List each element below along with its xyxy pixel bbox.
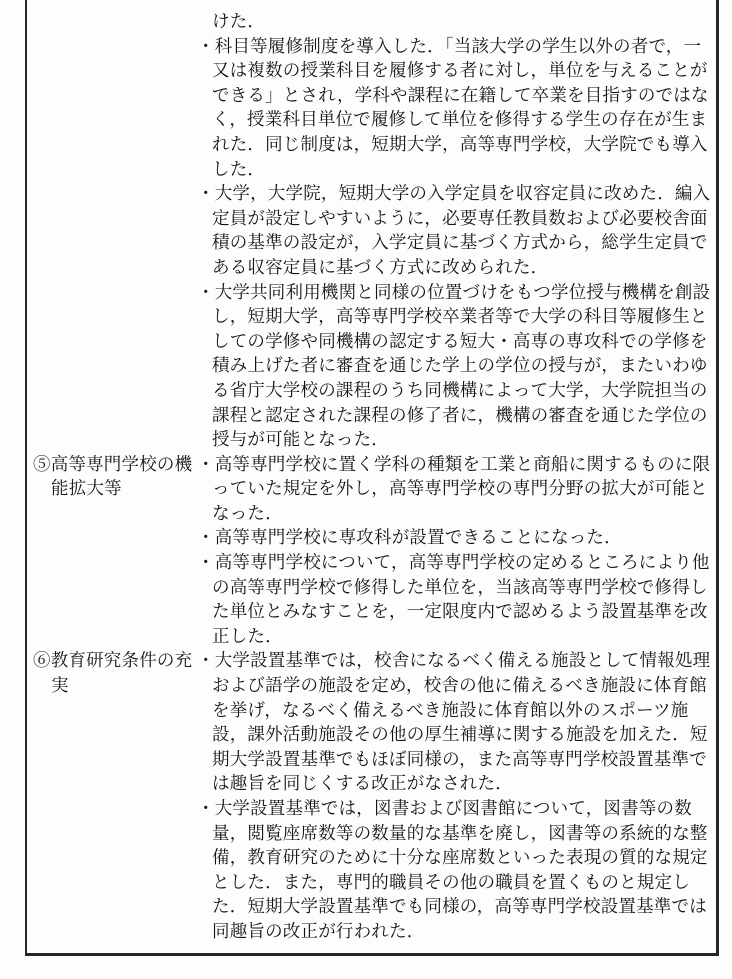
section-label: ⑥教育研究条件の充 [33,650,193,671]
row-text: れた．同じ制度は，短期大学，高等専門学校，大学院でも導入 [212,133,708,154]
row-text: 量，閲覧座席数等の数量的な基準を廃し，図書等の系統的な整 [212,822,708,843]
row-text: 積み上げた者に審査を通じた学上の学位の授与が，またいわゆ [212,355,708,376]
section-label [33,845,197,870]
row-text: っていた規定を外し，高等専門学校の専門分野の拡大が可能と [212,478,708,499]
section-label [33,771,197,796]
table-row [33,550,715,575]
row-text: く，授業科目単位で履修して単位を修得する学生の存在が生ま [212,109,708,130]
table-row [33,722,715,747]
table-row [33,894,715,919]
section-label [33,181,197,206]
row-text: ・科目等履修制度を導入した．「当該大学の学生以外の者で，一 [197,35,702,56]
section-label [33,83,197,108]
row-text: ・大学，大学院，短期大学の入学定員を収容定員に改めた．編入 [197,183,711,204]
section-label [33,132,197,157]
section-label [33,722,197,747]
section-label [33,870,197,895]
row-text: および語学の施設を定め，校舎の他に備えるべき施設に体育館 [212,675,707,696]
table-row [33,476,715,501]
section-label [33,427,197,452]
table-row [33,132,715,157]
table-border-left [25,0,27,956]
table-row [33,280,715,305]
row-text: ・大学設置基準では，校舎になるべく備える施設として情報処理 [197,650,711,671]
table-row [33,771,715,796]
table-rows-container [33,9,715,944]
row-text: し，短期大学，高等専門学校卒業者等で大学の科目等履修生と [212,306,708,327]
section-label [33,206,197,231]
section-label [33,58,197,83]
table-row [33,9,715,34]
section-label [33,747,197,772]
table-row [33,501,715,526]
row-text: 課程と認定された課程の修了者に，機構の審査を通じた学位の [212,404,708,425]
table-row [33,353,715,378]
table-row [33,83,715,108]
row-text: た．短期大学設置基準でも同様の，高等専門学校設置基準では [212,896,707,917]
table-row [33,870,715,895]
table-row [33,403,715,428]
row-text: る省庁大学校の課程のうち同機構によって大学，大学院担当の [212,379,708,400]
table-row [33,919,715,944]
table-row [33,181,715,206]
table-row [33,58,715,83]
row-text: ・高等専門学校について，高等専門学校の定めるところにより他 [197,552,710,573]
table-border-bottom [25,953,719,956]
row-text: 設，課外活動施設その他の厚生補導に関する施設を加えた．短 [212,724,708,745]
row-text: ・大学設置基準では，図書および図書館について，図書等の数 [197,798,692,818]
section-label: 能拡大等 [51,478,122,499]
section-label [33,107,197,132]
row-text: 備，教育研究のために十分な座席数といった表現の質的な規定 [212,847,708,868]
section-label [33,550,197,575]
row-text: た単位とみなすことを，一定限度内で認めるよう設置基準を改 [212,601,708,622]
section-label [33,403,197,428]
table-row [33,648,715,673]
section-label [33,919,197,944]
section-label [33,378,197,403]
row-text: 同趣旨の改正が行われた． [212,920,425,941]
row-text: なった． [212,502,283,523]
table-row [33,673,715,698]
section-label [33,230,197,255]
row-text: ・高等専門学校に専攻科が設置できることになった． [197,527,622,548]
section-label [33,894,197,919]
section-label [33,255,197,280]
row-text: しての学修や同機構の認定する短大・高専の専攻科での学修を [212,330,708,351]
table-row [33,206,715,231]
section-label [33,353,197,378]
table-row [33,304,715,329]
table-row [33,378,715,403]
row-text: を挙げ，なるべく備えるべき施設に体育館以外のスポーツ施 [212,699,689,720]
table-border-right [716,0,719,956]
section-label [33,796,197,821]
section-label [33,157,197,182]
row-text: は趣旨を同じくする改正がなされた． [212,773,513,794]
row-text: 期大学設置基準でもほぼ同様の，また高等専門学校設置基準で [212,748,707,769]
table-row [33,575,715,600]
row-text: とした．また，専門的職員その他の職員を置くものと規定し [212,871,690,892]
table-row [33,427,715,452]
section-label: 実 [51,675,69,696]
section-label [33,821,197,846]
table-row [33,230,715,255]
table-row [33,698,715,723]
section-label [33,575,197,600]
table-row [33,107,715,132]
table-row [33,329,715,354]
section-label [33,624,197,649]
section-label: ⑤高等専門学校の機 [33,453,193,474]
row-text: ある収容定員に基づく方式に改められた． [212,256,549,277]
row-text: けた． [212,11,266,31]
table-row [33,157,715,182]
table-row [33,255,715,280]
table-row [33,624,715,649]
table-row [33,525,715,550]
table-row [33,34,715,59]
section-label [33,599,197,624]
table-row [33,845,715,870]
row-text: の高等専門学校で修得した単位を，当該高等専門学校で修得し [212,576,708,597]
section-label [33,329,197,354]
row-text: 正した． [212,625,283,646]
section-label [33,698,197,723]
table-row [33,452,715,477]
row-text: 積の基準の設定が，入学定員に基づく方式から，総学生定員で [212,232,708,253]
row-text: 授与が可能となった． [212,429,389,450]
section-label [33,501,197,526]
section-label [33,280,197,305]
row-text: した． [212,158,266,179]
row-text: できる」とされ，学科や課程に在籍して卒業を目指すのではな [212,84,709,105]
section-label [33,34,197,59]
section-label [33,304,197,329]
row-text: ・大学共同利用機関と同様の位置づけをもつ学位授与機構を創設 [197,281,711,302]
row-text: 定員が設定しやすいように，必要専任教員数および必要校舎面 [212,207,708,228]
table-row [33,599,715,624]
section-label [33,525,197,550]
table-row [33,796,715,821]
table-row [33,747,715,772]
row-text: ・高等専門学校に置く学科の種類を工業と商船に関するものに限 [197,453,711,474]
section-label [33,9,197,34]
table-row [33,821,715,846]
row-text: 又は複数の授業科目を履修する者に対し，単位を与えることが [212,60,708,81]
